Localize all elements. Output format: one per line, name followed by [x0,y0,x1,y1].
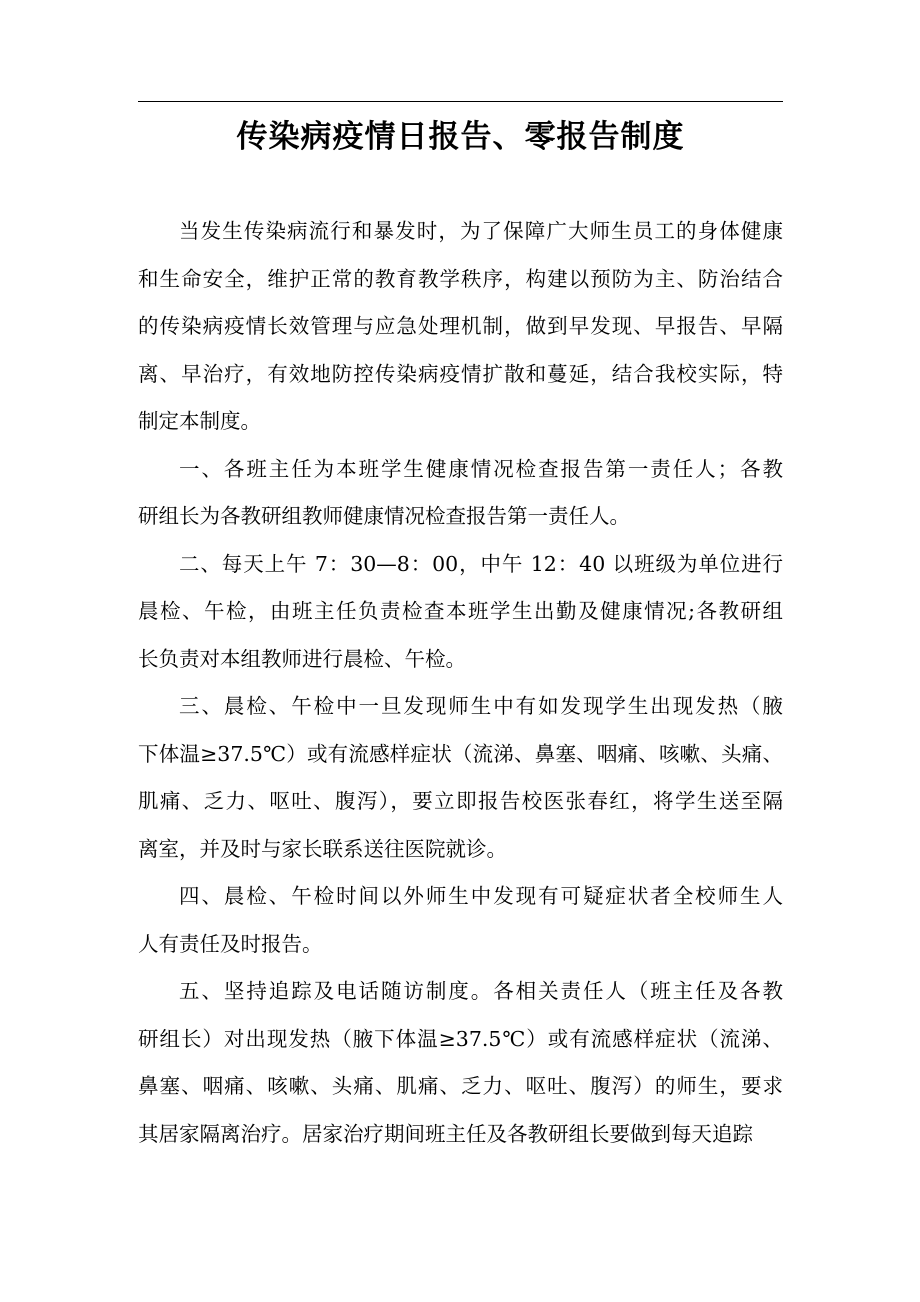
paragraph-line: 三、晨检、午检中一旦发现师生中有如发现学生出现发热（腋 [179,694,783,718]
paragraph-line: 晨检、午检，由班主任负责检查本班学生出勤及健康情况;各教研组 [138,599,783,623]
paragraph-line: 的传染病疫情长效管理与应急处理机制，做到早发现、早报告、早隔 [138,314,783,338]
paragraph-line: 离室，并及时与家长联系送往医院就诊。 [138,836,507,861]
paragraph-line: 长负责对本组教师进行晨检、午检。 [138,646,466,671]
paragraph-line: 当发生传染病流行和暴发时，为了保障广大师生员工的身体健康 [179,219,783,243]
paragraph-line: 离、早治疗，有效地防控传染病疫情扩散和蔓延，结合我校实际，特 [138,361,783,386]
header-divider [138,101,783,102]
paragraph-2 [138,446,783,541]
paragraph-line: 研组长）对出现发热（腋下体温≥37.5℃）或有流感样症状（流涕、 [138,1026,783,1051]
paragraph-line: 人有责任及时报告。 [138,931,323,956]
paragraph-line: 下体温≥37.5℃）或有流感样症状（流涕、鼻塞、咽痛、咳嗽、头痛、 [138,741,783,766]
paragraph-line: 二、每天上午 7：30—8：00，中午 12：40 以班级为单位进行 [179,551,783,576]
document-body [138,208,783,1158]
paragraph-line: 五、坚持追踪及电话随访制度。各相关责任人（班主任及各教 [179,979,783,1003]
paragraph-line: 研组长为各教研组教师健康情况检查报告第一责任人。 [138,504,630,528]
paragraph-line: 四、晨检、午检时间以外师生中发现有可疑症状者全校师生人 [179,884,783,908]
paragraph-4 [138,683,783,873]
paragraph-line: 制定本制度。 [138,409,261,433]
paragraph-1 [138,208,783,446]
paragraph-line: 鼻塞、咽痛、咳嗽、头痛、肌痛、乏力、呕吐、腹泻）的师生，要求 [138,1074,783,1098]
paragraph-line: 一、各班主任为本班学生健康情况检查报告第一责任人；各教 [179,456,783,481]
paragraph-line: 其居家隔离治疗。居家治疗期间班主任及各教研组长要做到每天追踪 [138,1121,753,1146]
paragraph-line: 和生命安全，维护正常的教育教学秩序，构建以预防为主、防治结合 [138,266,783,291]
paragraph-5 [138,873,783,968]
document-title: 传染病疫情日报告、零报告制度 [236,119,685,155]
paragraph-3 [138,541,783,684]
paragraph-line: 肌痛、乏力、呕吐、腹泻），要立即报告校医张春红，将学生送至隔 [138,789,783,813]
paragraph-6 [138,968,783,1158]
